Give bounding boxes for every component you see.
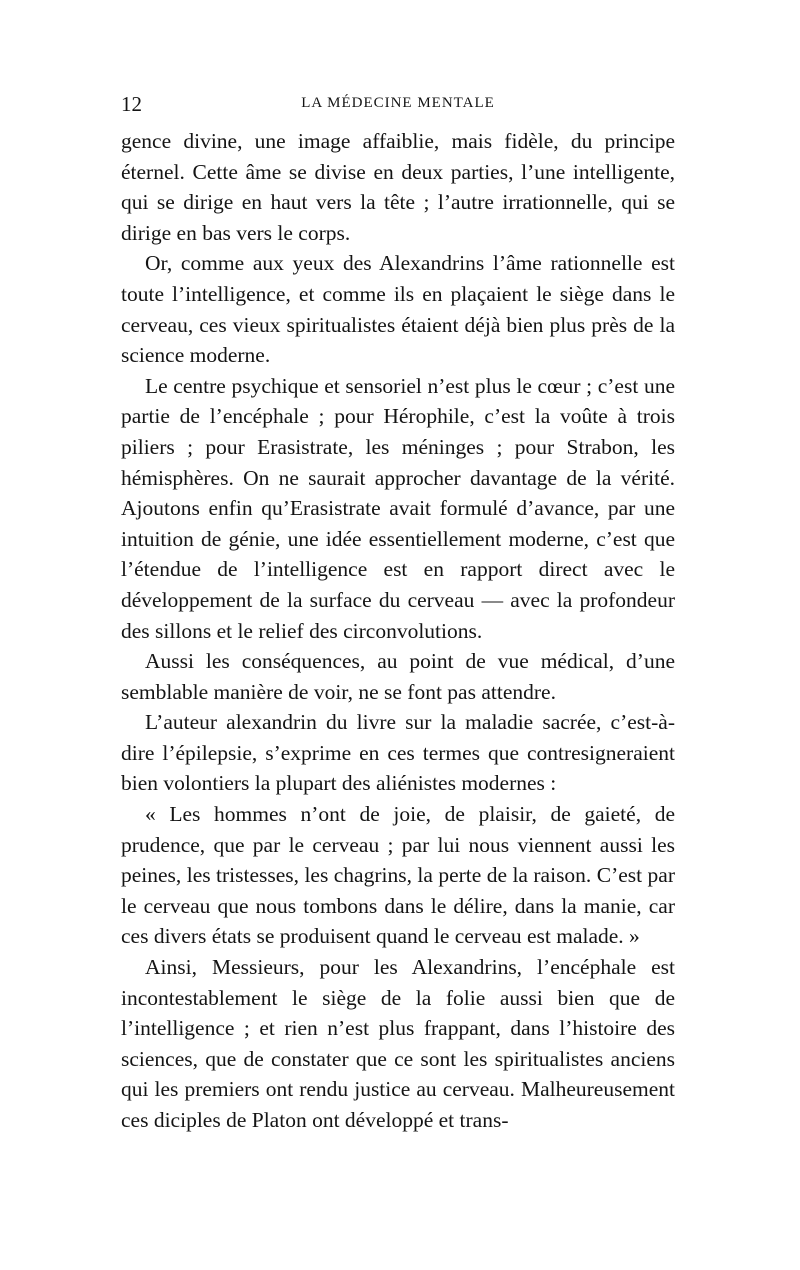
paragraph-7: Ainsi, Messieurs, pour les Alexandrins, l’encéphale est incontestablement le siège de la folie aussi bien que de l’intelligence ; et rien n’est plus frappant, dans l’histoire des sciences, que de constater que ce sont les spiritualistes anciens qui les premiers ont rendu justice au cerveau. Malheureusement ces diciples de Platon ont développé et trans- [121, 955, 675, 1132]
paragraph-2: Or, comme aux yeux des Alexandrins l’âme rationnelle est toute l’intelligence, et comme ils en plaçaient le siège dans le cerveau, ces vieux spiritualistes étaient déjà bien plus près de la science moderne. [121, 251, 675, 368]
paragraph-4: Aussi les conséquences, au point de vue médical, d’une semblable manière de voir, ne se font pas attendre. [121, 649, 675, 704]
book-page [121, 92, 675, 1136]
quotation-paragraph: « Les hommes n’ont de joie, de plaisir, de gaieté, de prudence, que par le cerveau ; par lui nous viennent aussi les peines, les tristesses, les chagrins, la perte de la raison. C’est par le cerveau que nous tombons dans le délire, dans la manie, car ces divers états se produisent quand le cerveau est malade. » [121, 802, 675, 949]
paragraph-1-continued: gence divine, une image affaiblie, mais fidèle, du principe éternel. Cette âme se divise en deux parties, l’une intelligente, qui se dirige en haut vers la tête ; l’autre irrationnelle, qui se dirige en bas vers le corps. [121, 129, 675, 245]
paragraph-5: L’auteur alexandrin du livre sur la maladie sacrée, c’est-à-dire l’épilepsie, s’exprime en ces termes que contresigneraient bien volontiers la plupart des aliénistes modernes : [121, 710, 675, 796]
page-number: 12 [121, 92, 142, 116]
body-text [121, 126, 675, 1136]
page-header [121, 92, 675, 116]
paragraph-3: Le centre psychique et sensoriel n’est plus le cœur ; c’est une partie de l’encéphale ; pour Hérophile, c’est la voûte à trois piliers ; pour Erasistrate, les méninges ; pour Strabon, les hémisphères. On ne saurait approcher davantage de la vérité. Ajoutons enfin qu’Erasistrate avait formulé d’avance, par une intuition de génie, une idée essentiellement moderne, c’est que l’étendue de l’intelligence est en rapport direct avec le développement de la surface du cerveau — avec la profondeur des sillons et le relief des circonvolutions. [121, 373, 675, 643]
running-title: LA MÉDECINE MENTALE [301, 95, 495, 111]
